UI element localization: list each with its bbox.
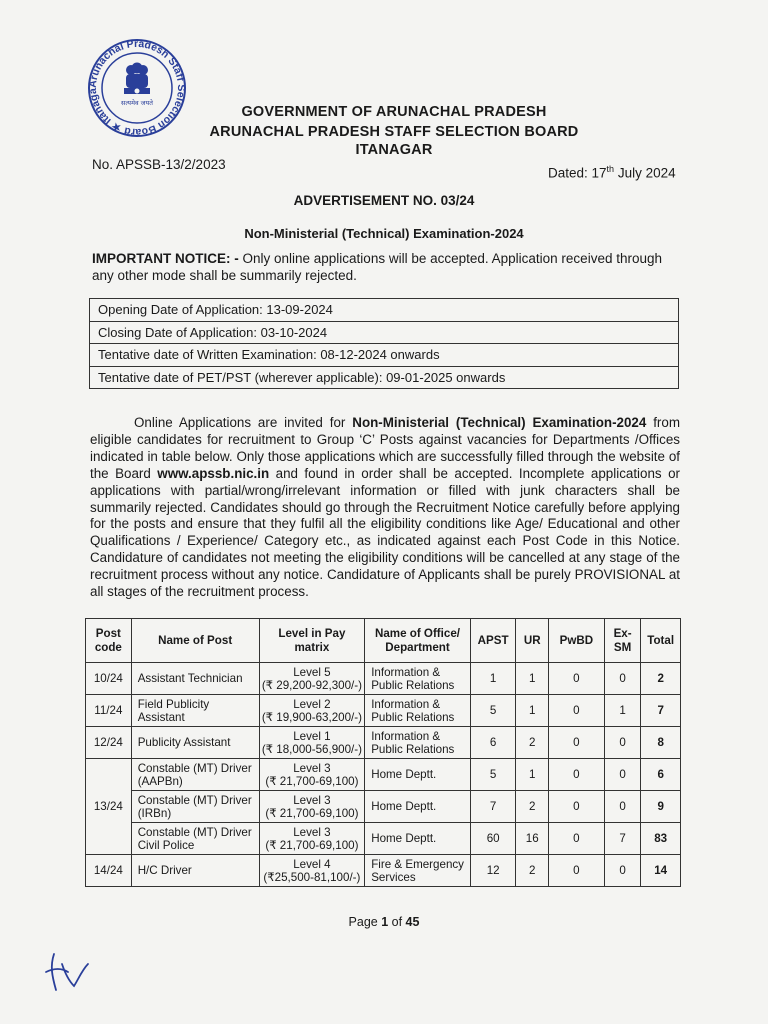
page-total: 45 — [405, 915, 420, 929]
closing-date: Closing Date of Application: 03-10-2024 — [90, 321, 679, 344]
col-level: Level in Pay matrix — [259, 619, 365, 663]
ur: 2 — [516, 855, 548, 887]
header-government: GOVERNMENT OF ARUNACHAL PRADESH — [241, 104, 547, 120]
seal-emblem-icon — [74, 38, 200, 138]
board-seal — [74, 38, 200, 138]
signature-icon — [40, 946, 100, 998]
header-city: ITANAGAR — [355, 142, 433, 158]
post-name: Constable (MT) Driver (AAPBn) — [131, 759, 259, 791]
pay-level: Level 5 (₹ 29,200-92,300/-) — [259, 663, 365, 695]
written-exam-date: Tentative date of Written Examination: 08-12-2024 onwards — [90, 344, 679, 367]
total: 83 — [641, 823, 681, 855]
col-name-of-post: Name of Post — [131, 619, 259, 663]
post-name: Assistant Technician — [131, 663, 259, 695]
pay-level: Level 3 (₹ 21,700-69,100) — [259, 791, 365, 823]
pwbd: 0 — [548, 823, 604, 855]
table-header-row — [86, 619, 681, 663]
total: 14 — [641, 855, 681, 887]
exsm: 0 — [604, 791, 641, 823]
col-ur: UR — [516, 619, 548, 663]
total: 6 — [641, 759, 681, 791]
post-name: Field Publicity Assistant — [131, 695, 259, 727]
apst: 1 — [470, 663, 516, 695]
total: 2 — [641, 663, 681, 695]
important-notice — [92, 250, 684, 284]
table-row — [86, 695, 681, 727]
post-code: 14/24 — [86, 855, 132, 887]
exam-title: Non-Ministerial (Technical) Examination-2024 — [244, 226, 524, 241]
office: Information & Public Relations — [365, 727, 471, 759]
col-office: Name of Office/ Department — [365, 619, 471, 663]
post-code: 10/24 — [86, 663, 132, 695]
svg-text:सत्यमेव जयते: सत्यमेव जयते — [121, 99, 153, 107]
post-code: 12/24 — [86, 727, 132, 759]
post-code: 11/24 — [86, 695, 132, 727]
pay-level: Level 1 (₹ 18,000-56,900/-) — [259, 727, 365, 759]
post-name: Publicity Assistant — [131, 727, 259, 759]
posts-table — [85, 618, 681, 887]
dated: Dated: 17th July 2024 — [548, 164, 676, 181]
exsm: 1 — [604, 695, 641, 727]
office: Information & Public Relations — [365, 663, 471, 695]
pay-level: Level 4 (₹25,500-81,100/-) — [259, 855, 365, 887]
header-board: ARUNACHAL PRADESH STAFF SELECTION BOARD — [209, 124, 579, 140]
pwbd: 0 — [548, 727, 604, 759]
apst: 6 — [470, 727, 516, 759]
apst: 60 — [470, 823, 516, 855]
total: 7 — [641, 695, 681, 727]
page-footer: Page 1 of 45 — [348, 915, 420, 929]
table-row — [86, 663, 681, 695]
col-pwbd: PwBD — [548, 619, 604, 663]
ur: 2 — [516, 727, 548, 759]
office: Home Deptt. — [365, 759, 471, 791]
ur: 2 — [516, 791, 548, 823]
reference-number: No. APSSB-13/2/2023 — [92, 157, 226, 172]
table-row — [86, 727, 681, 759]
ur: 1 — [516, 663, 548, 695]
post-name: H/C Driver — [131, 855, 259, 887]
notice-text: Only online applications will be accepted. Application received through any other mode shall be summarily rejected. — [92, 251, 662, 283]
apst: 5 — [470, 695, 516, 727]
apst: 5 — [470, 759, 516, 791]
pwbd: 0 — [548, 663, 604, 695]
apst: 7 — [470, 791, 516, 823]
table-row — [86, 791, 681, 823]
pet-pst-date: Tentative date of PET/PST (wherever applicable): 09-01-2025 onwards — [90, 366, 679, 389]
pwbd: 0 — [548, 791, 604, 823]
exsm: 0 — [604, 663, 641, 695]
office: Fire & Emergency Services — [365, 855, 471, 887]
table-row — [86, 855, 681, 887]
table-row — [86, 823, 681, 855]
office: Information & Public Relations — [365, 695, 471, 727]
total: 9 — [641, 791, 681, 823]
notice-label: IMPORTANT NOTICE: - — [92, 251, 239, 266]
signature — [40, 946, 100, 998]
ur: 1 — [516, 759, 548, 791]
exsm: 0 — [604, 727, 641, 759]
pay-level: Level 3 (₹ 21,700-69,100) — [259, 823, 365, 855]
dates-table — [89, 298, 679, 389]
post-code: 13/24 — [86, 759, 132, 855]
svg-text:Arunachal Pradesh Staff Select: Arunachal Pradesh Staff Selection Board ★ Itanaga — [86, 38, 188, 138]
office: Home Deptt. — [365, 791, 471, 823]
pwbd: 0 — [548, 855, 604, 887]
col-post-code: Post code — [86, 619, 132, 663]
post-name: Constable (MT) Driver Civil Police — [131, 823, 259, 855]
ur: 16 — [516, 823, 548, 855]
pwbd: 0 — [548, 759, 604, 791]
pwbd: 0 — [548, 695, 604, 727]
exsm: 0 — [604, 759, 641, 791]
apst: 12 — [470, 855, 516, 887]
pay-level: Level 2 (₹ 19,900-63,200/-) — [259, 695, 365, 727]
pay-level: Level 3 (₹ 21,700-69,100) — [259, 759, 365, 791]
opening-date: Opening Date of Application: 13-09-2024 — [90, 299, 679, 322]
page-number: 1 — [381, 915, 389, 929]
office: Home Deptt. — [365, 823, 471, 855]
advertisement-number: ADVERTISEMENT NO. 03/24 — [293, 193, 475, 208]
col-total: Total — [641, 619, 681, 663]
total: 8 — [641, 727, 681, 759]
ur: 1 — [516, 695, 548, 727]
table-row — [86, 759, 681, 791]
website-link: www.apssb.nic.in — [157, 465, 270, 481]
col-apst: APST — [470, 619, 516, 663]
post-name: Constable (MT) Driver (IRBn) — [131, 791, 259, 823]
exsm: 0 — [604, 855, 641, 887]
col-exsm: Ex-SM — [604, 619, 641, 663]
exsm: 7 — [604, 823, 641, 855]
body-paragraph: Online Applications are invited for Non-Ministerial (Technical) Examination-2024 from eligible candidates for recruitment to Group ‘C’ Posts against vacancies for Departments /Offices indicated in table below. Only those applications which are successfully filled through the website of the Board www.apssb.nic.in and found in order shall be accepted. Incomplete applications or applications with partial/wrong/irrelevant information or filled with junk characters shall be summarily rejected. Candidates should go through the Recruitment Notice carefully before applying for the posts and ensure that they fulfil all the eligibility conditions like Age/ Educational and other Qualifications / Experience/ Category etc., as indicated against each Post Code in this Notice. Candidature of candidates not meeting the eligibility conditions will be cancelled at any stage of the recruitment process without any notice. Candidature of Applicants shall be purely PROVISIONAL at all stages of the recruitment process. — [90, 415, 680, 600]
